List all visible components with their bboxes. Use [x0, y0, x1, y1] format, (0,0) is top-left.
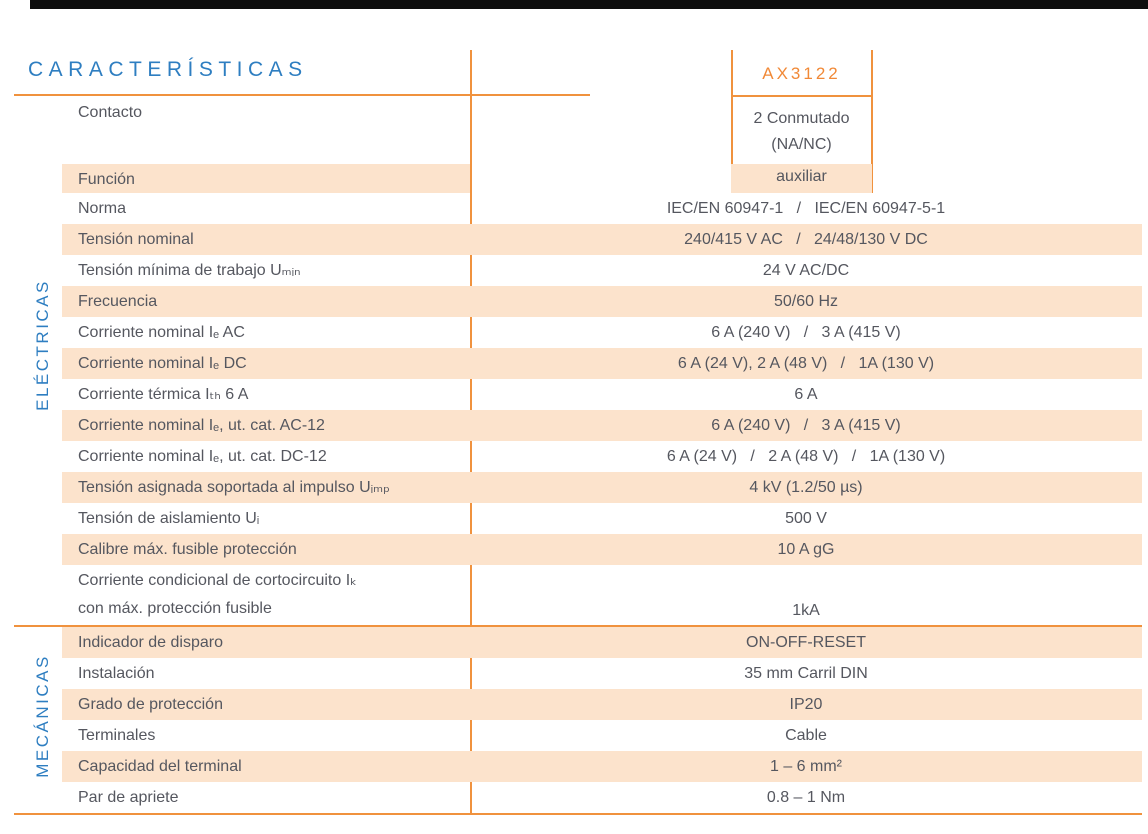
table-row — [62, 410, 1142, 441]
table-row — [62, 255, 1142, 286]
row-value: 35 mm Carril DIN — [744, 665, 868, 682]
row-label: Función — [62, 164, 470, 193]
row-value: 0.8 – 1 Nm — [766, 789, 846, 806]
table-row — [62, 317, 1142, 348]
table-row — [62, 689, 1142, 720]
row-label: Indicador de disparo — [78, 634, 223, 651]
table-row — [62, 472, 1142, 503]
table-row — [62, 97, 1142, 164]
row-value: IEC/EN 60947-1 / IEC/EN 60947-5-1 — [666, 200, 946, 217]
row-label: Terminales — [78, 727, 156, 744]
row-label: Tensión asignada soportada al impulso Uᵢₘₚ — [78, 479, 390, 496]
table-row — [62, 627, 1142, 658]
top-rule — [30, 0, 1148, 9]
row-label: Instalación — [78, 665, 155, 682]
row-label: Corriente nominal Iₑ AC — [78, 324, 245, 341]
row-label: Contacto — [78, 104, 143, 121]
row-value: 6 A (240 V) / 3 A (415 V) — [711, 324, 901, 341]
section-divider-line — [14, 625, 1142, 627]
table-row — [62, 348, 1142, 379]
row-label: Calibre máx. fusible protección — [78, 541, 297, 558]
row-value: 240/415 V AC / 24/48/130 V DC — [684, 231, 928, 248]
row-value: 2 Conmutado (NA/NC) — [753, 110, 850, 153]
title-underline — [14, 94, 590, 96]
row-value: IP20 — [789, 696, 823, 713]
section-label-mecanicas: MECÁNICAS — [33, 654, 52, 778]
row-value: 6 A (24 V), 2 A (48 V) / 1A (130 V) — [677, 355, 935, 372]
row-value: 6 A (240 V) / 3 A (415 V) — [711, 417, 901, 434]
row-value: ON-OFF-RESET — [746, 634, 866, 651]
table-row — [62, 286, 1142, 317]
table-row — [62, 782, 1142, 813]
row-label: Par de apriete — [78, 789, 179, 806]
table-row — [62, 658, 1142, 689]
row-value: 6 A — [794, 386, 818, 403]
row-label: Grado de protección — [78, 696, 223, 713]
table-row — [62, 224, 1142, 255]
row-value: auxiliar — [731, 164, 872, 193]
table-row — [62, 751, 1142, 782]
row-value: 50/60 Hz — [773, 293, 839, 310]
row-label: Tensión mínima de trabajo Uₘᵢₙ — [78, 262, 301, 279]
row-label: Corriente nominal Iₑ, ut. cat. DC-12 — [78, 448, 327, 465]
bottom-rule — [14, 813, 1142, 815]
page-title: CARACTERÍSTICAS — [28, 58, 308, 81]
row-label: Frecuencia — [78, 293, 158, 310]
row-value: 1kA — [792, 602, 820, 619]
row-label: Corriente nominal Iₑ DC — [78, 355, 247, 372]
row-value: 6 A (24 V) / 2 A (48 V) / 1A (130 V) — [666, 448, 946, 465]
row-value: 24 V AC/DC — [762, 262, 850, 279]
table-row — [62, 164, 1142, 193]
table-row — [62, 441, 1142, 472]
table-row — [62, 193, 1142, 224]
row-label: Corriente condicional de cortocircuito Iₖ con máx. protección fusible — [78, 572, 357, 617]
row-label: Tensión de aislamiento Uᵢ — [78, 510, 260, 527]
table-row — [62, 565, 1142, 627]
product-column-header: AX3122 — [762, 64, 841, 83]
row-label: Corriente térmica Iₜₕ 6 A — [78, 386, 249, 403]
table-row — [62, 534, 1142, 565]
row-label: Tensión nominal — [78, 231, 194, 248]
row-value: 1 – 6 mm² — [769, 758, 842, 775]
table-row — [62, 720, 1142, 751]
row-value: 10 A gG — [777, 541, 835, 558]
row-label: Corriente nominal Iₑ, ut. cat. AC-12 — [78, 417, 325, 434]
spec-table-rows — [62, 97, 1142, 813]
row-label: Norma — [78, 200, 127, 217]
row-value: 500 V — [785, 510, 827, 527]
row-value: 4 kV (1.2/50 µs) — [749, 479, 863, 496]
table-row — [62, 379, 1142, 410]
section-label-electricas: ELÉCTRICAS — [33, 279, 52, 411]
row-label: Capacidad del terminal — [78, 758, 242, 775]
row-value: Cable — [785, 727, 827, 744]
table-row — [62, 503, 1142, 534]
